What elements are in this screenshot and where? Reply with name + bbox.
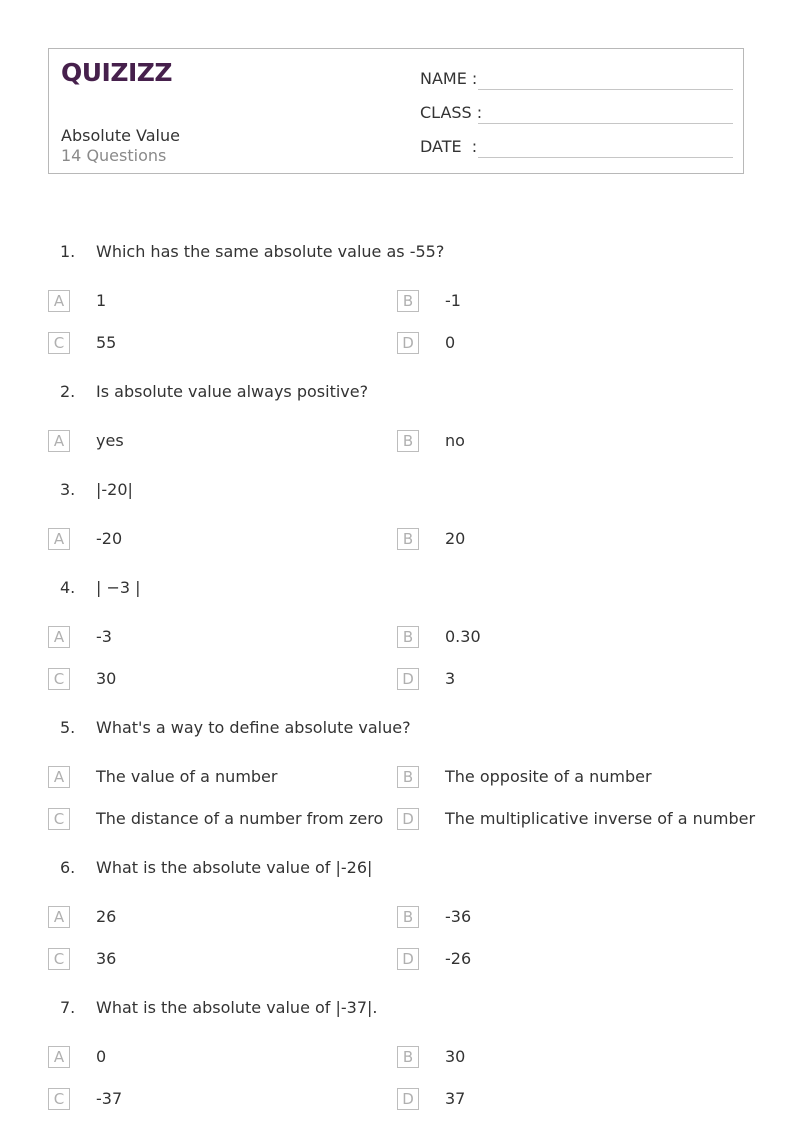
question-text: Is absolute value always positive? <box>96 382 369 401</box>
question-text: What's a way to define absolute value? <box>96 718 411 737</box>
question-number: 4. <box>60 578 76 597</box>
question-number: 3. <box>60 480 76 499</box>
option-a-text: 26 <box>96 907 117 926</box>
option-c-text: -37 <box>96 1089 123 1108</box>
option-c-text: 55 <box>96 333 117 352</box>
class-line[interactable] <box>478 123 733 124</box>
question-text: What is the absolute value of |-37|. <box>96 998 378 1017</box>
question-text: Which has the same absolute value as -55? <box>96 242 445 261</box>
option-b-box[interactable]: B <box>397 906 419 928</box>
option-b-box[interactable]: B <box>397 290 419 312</box>
name-label: NAME : <box>420 69 478 88</box>
option-c-text: 30 <box>96 669 117 688</box>
option-b-text: 0.30 <box>445 627 481 646</box>
option-b-text: 30 <box>445 1047 466 1066</box>
option-b-box[interactable]: B <box>397 528 419 550</box>
option-d-text: 37 <box>445 1089 466 1108</box>
option-b-text: The opposite of a number <box>445 767 652 786</box>
option-a-box[interactable]: A <box>48 906 70 928</box>
option-b-text: no <box>445 431 465 450</box>
question-count: 14 Questions <box>61 146 167 165</box>
option-a-box[interactable]: A <box>48 430 70 452</box>
option-d-text: The multiplicative inverse of a number <box>445 809 756 828</box>
question-number: 6. <box>60 858 76 877</box>
option-a-box[interactable]: A <box>48 626 70 648</box>
question-number: 7. <box>60 998 76 1017</box>
question-text: What is the absolute value of |-26| <box>96 858 373 877</box>
option-b-box[interactable]: B <box>397 1046 419 1068</box>
quizizz-logo: QUIZIZZ <box>61 58 173 87</box>
option-a-box[interactable]: A <box>48 528 70 550</box>
question-number: 5. <box>60 718 76 737</box>
option-d-box[interactable]: D <box>397 948 419 970</box>
option-d-box[interactable]: D <box>397 668 419 690</box>
option-a-box[interactable]: A <box>48 766 70 788</box>
question-text: |-20| <box>96 480 133 499</box>
option-a-text: The value of a number <box>96 767 278 786</box>
option-b-box[interactable]: B <box>397 430 419 452</box>
option-b-text: -36 <box>445 907 472 926</box>
worksheet-header <box>48 48 744 174</box>
option-c-text: 36 <box>96 949 117 968</box>
option-a-text: 0 <box>96 1047 107 1066</box>
option-a-text: -3 <box>96 627 112 646</box>
name-line[interactable] <box>478 89 733 90</box>
worksheet-title: Absolute Value <box>61 126 180 145</box>
option-d-box[interactable]: D <box>397 1088 419 1110</box>
option-c-box[interactable]: C <box>48 1088 70 1110</box>
option-a-box[interactable]: A <box>48 1046 70 1068</box>
option-c-box[interactable]: C <box>48 948 70 970</box>
option-b-text: -1 <box>445 291 461 310</box>
option-b-box[interactable]: B <box>397 626 419 648</box>
question-text: | −3 | <box>96 578 141 597</box>
option-a-text: yes <box>96 431 124 450</box>
option-a-text: 1 <box>96 291 107 310</box>
option-d-box[interactable]: D <box>397 332 419 354</box>
question-number: 2. <box>60 382 76 401</box>
option-a-box[interactable]: A <box>48 290 70 312</box>
option-a-text: -20 <box>96 529 123 548</box>
option-d-box[interactable]: D <box>397 808 419 830</box>
option-d-text: -26 <box>445 949 472 968</box>
option-d-text: 0 <box>445 333 456 352</box>
option-b-text: 20 <box>445 529 466 548</box>
date-line[interactable] <box>478 157 733 158</box>
option-d-text: 3 <box>445 669 456 688</box>
option-c-box[interactable]: C <box>48 668 70 690</box>
option-c-box[interactable]: C <box>48 332 70 354</box>
class-label: CLASS : <box>420 103 483 122</box>
option-b-box[interactable]: B <box>397 766 419 788</box>
option-c-text: The distance of a number from zero <box>96 809 384 828</box>
date-label: DATE : <box>420 137 478 156</box>
question-number: 1. <box>60 242 76 261</box>
option-c-box[interactable]: C <box>48 808 70 830</box>
